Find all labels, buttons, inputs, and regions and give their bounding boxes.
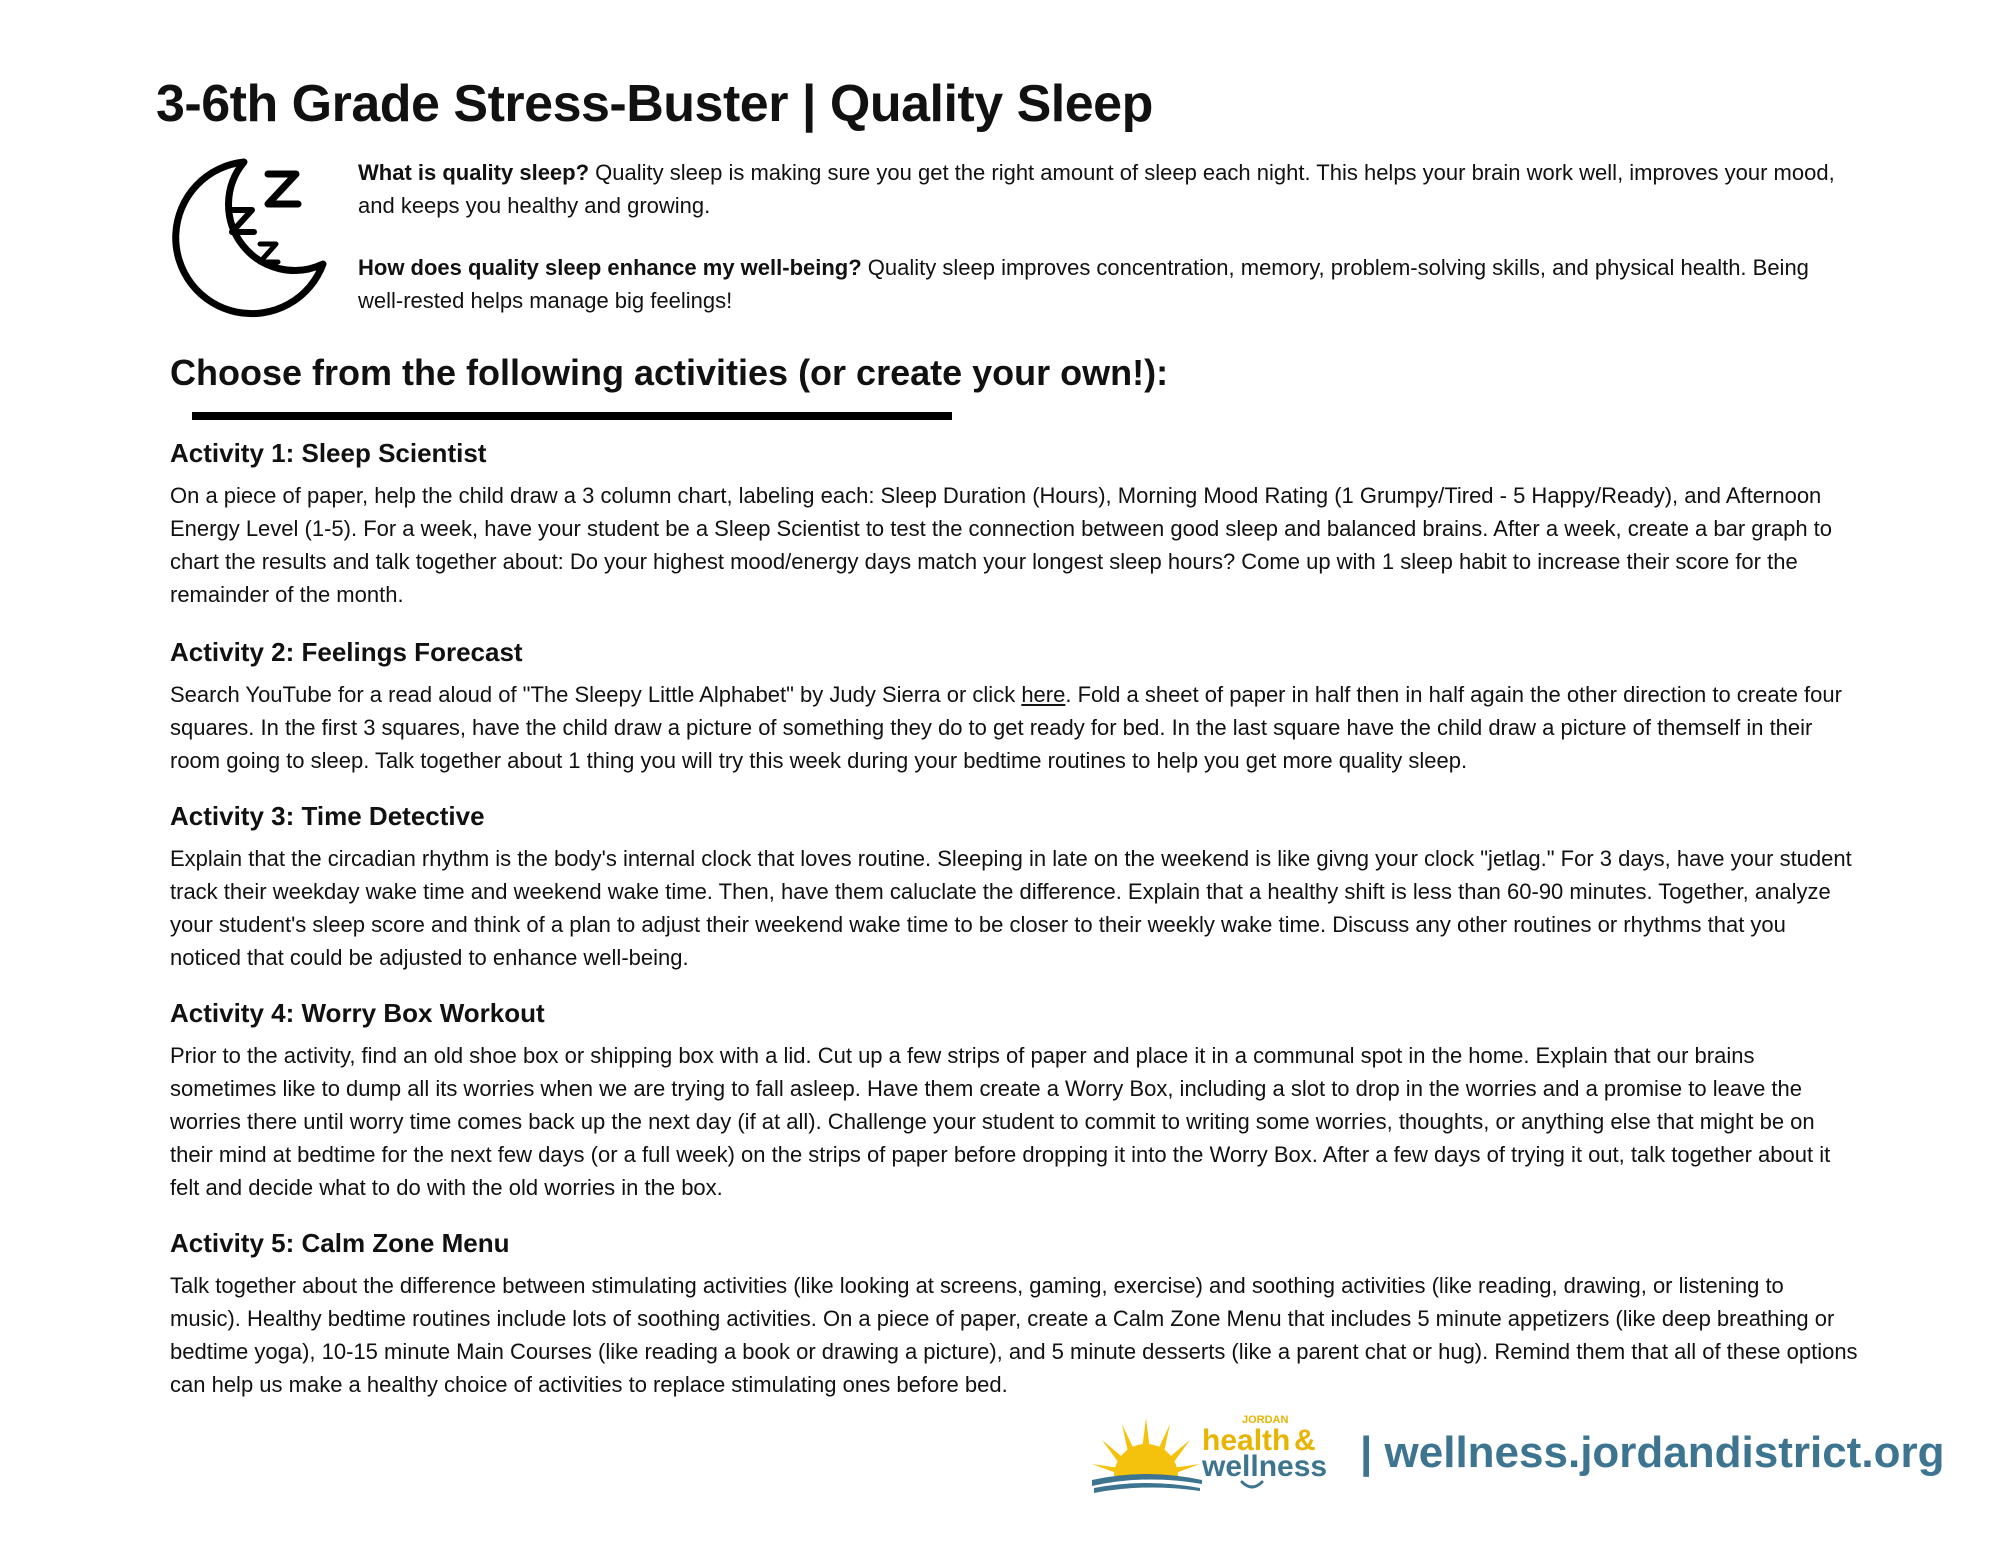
activity-title: Activity 1: Sleep Scientist [170, 438, 487, 468]
heading-divider [192, 412, 952, 420]
intro-section [358, 156, 1858, 346]
activity-list [170, 436, 1860, 1401]
intro-how-does [358, 251, 1858, 317]
intro-answer: Quality sleep improves concentration, memory, problem-solving skills, and physical health. Being well-rested helps manage big feelings! [358, 255, 1809, 313]
intro-what-is [358, 156, 1858, 222]
activity-item [170, 996, 1860, 1204]
logo-health-text: health [1202, 1424, 1291, 1457]
intro-answer: Quality sleep is making sure you get the right amount of sleep each night. This helps your brain work well, improves your mood, and keeps you healthy and growing. [358, 160, 1835, 218]
logo-jordan-text: JORDAN [1242, 1414, 1289, 1426]
activity-title: Activity 3: Time Detective [170, 801, 485, 831]
activity-description [170, 678, 1860, 777]
footer-website-url[interactable]: | wellness.jordandistrict.org [1360, 1428, 1945, 1477]
activity-description: Explain that the circadian rhythm is the body's internal clock that loves routine. Sleeping in late on the weekend is like givng your clock "jetlag." For 3 days, have your student track their weekday wake time and weekend wake time. Then, have them caluclate the difference. Explain that a healthy shift is less than 60-90 minutes. Together, analyze your student's sleep score and think of a plan to adjust their weekend wake time to be closer to their weekly wake time. Discuss any other routines or rhythms that you noticed that could be adjusted to enhance well-being. [170, 846, 1852, 970]
activity-item [170, 635, 1860, 777]
section-heading: Choose from the following activities (or create your own!): [170, 352, 1169, 393]
activity-description: On a piece of paper, help the child draw a 3 column chart, labeling each: Sleep Duration (Hours), Morning Mood Rating (1 Grumpy/Tired - 5 Happy/Ready), and Afternoon Energy Level (1-5). For a week, have your student be a Sleep Scientist to test the connection between good sleep and balanced brains. After a week, create a bar graph to chart the results and talk together about: Do your highest mood/energy days match your longest sleep hours? Come up with 1 sleep habit to increase their score for the remainder of the month. [170, 483, 1833, 607]
activity-item [170, 436, 1860, 611]
activity-text: . Fold a sheet of paper in half then in half again the other direction to create four squares. In the first 3 squares, have the child draw a picture of something they do to get ready for bed. In the last square have the child draw a picture of themself in their room going to sleep. Talk together about 1 thing you will try this week during your bedtime routines to help you get more quality sleep. [170, 682, 1842, 773]
sunrise-icon [1092, 1418, 1202, 1493]
logo-amp-text: & [1294, 1424, 1316, 1457]
activity-item [170, 1226, 1860, 1401]
intro-question-label: How does quality sleep enhance my well-being? [358, 255, 862, 280]
jordan-health-wellness-logo [1090, 1410, 1338, 1494]
moon-zzz-icon [168, 152, 330, 320]
page-title: 3-6th Grade Stress-Buster | Quality Sleep [156, 75, 1153, 133]
activity-description: Talk together about the difference between stimulating activities (like looking at screens, gaming, exercise) and soothing activities (like reading, drawing, or listening to music). Healthy bedtime routines include lots of soothing activities. On a piece of paper, create a Calm Zone Menu that includes 5 minute appetizers (like deep breathing or bedtime yoga), 10-15 minute Main Courses (like reading a book or drawing a picture), and 5 minute desserts (like a parent chat or hug). Remind them that all of these options can help us make a healthy choice of activities to replace stimulating ones before bed. [170, 1273, 1858, 1397]
activity-item [170, 799, 1860, 974]
read-aloud-link[interactable]: here [1021, 682, 1066, 707]
intro-question-label: What is quality sleep? [358, 160, 590, 185]
activity-text: Search YouTube for a read aloud of "The Sleepy Little Alphabet" by Judy Sierra or click [170, 682, 1022, 707]
activity-title: Activity 2: Feelings Forecast [170, 637, 523, 667]
activity-title: Activity 5: Calm Zone Menu [170, 1228, 510, 1258]
activity-description: Prior to the activity, find an old shoe box or shipping box with a lid. Cut up a few strips of paper and place it in a communal spot in the home. Explain that our brains sometimes like to dump all its worries when we are trying to fall asleep. Have them create a Worry Box, including a slot to drop in the worries and a promise to leave the worries there until worry time comes back up the next day (if at all). Challenge your student to commit to writing some worries, thoughts, or anything else that might be on their mind at bedtime for the next few days (or a full week) on the strips of paper before dropping it into the Worry Box. After a few days of trying it out, talk together about it felt and decide what to do with the old worries in the box. [170, 1043, 1831, 1200]
activity-title: Activity 4: Worry Box Workout [170, 998, 545, 1028]
logo-wellness-text: wellness [1202, 1450, 1328, 1483]
